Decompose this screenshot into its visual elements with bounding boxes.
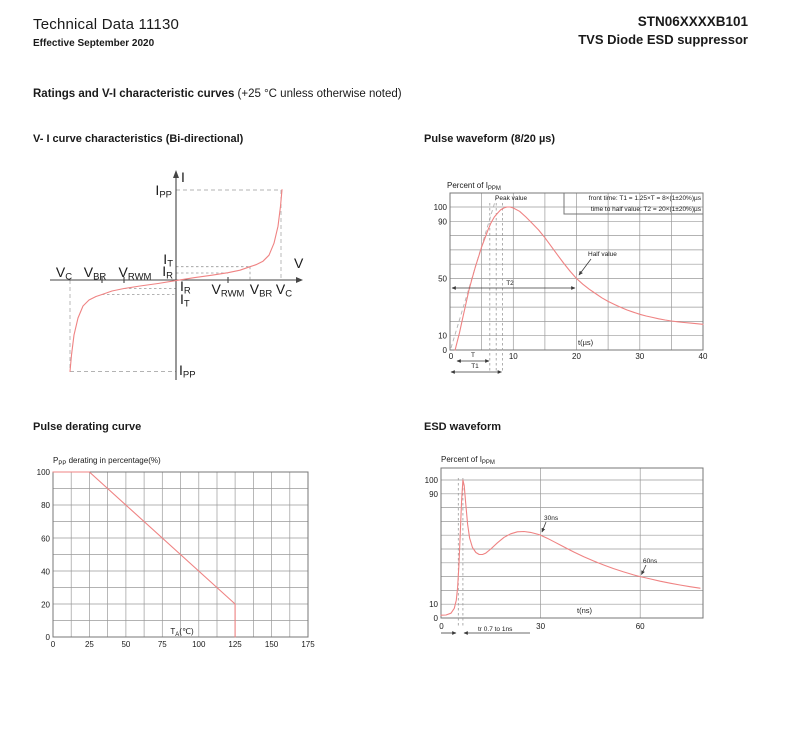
derating-ytick-60: 60 [41, 534, 50, 544]
doc-effective-date: Effective September 2020 [33, 38, 155, 49]
derating-xtick-125: 125 [228, 640, 242, 649]
vi-guide-ipp-bottom [70, 280, 176, 372]
vi-chart [40, 165, 320, 390]
pulse-t1-label: T1 [471, 363, 479, 370]
vi-label-ir-neg: IR [180, 278, 191, 297]
vi-label-ipp-bottom: IPP [179, 362, 196, 381]
esd-ytick-100: 100 [424, 476, 438, 485]
pulse-half-time-label: time to half value: T2 = 20×(1±20%)µs [590, 206, 701, 213]
pulse-ytick-50: 50 [438, 274, 447, 284]
pulse-ytick-100: 100 [433, 203, 447, 212]
pulse-chart [430, 175, 722, 380]
vi-label-vrwm-neg: VRWM [118, 264, 152, 283]
esd-30ns-arrow [542, 522, 546, 532]
esd-chart-title: ESD waveform [424, 421, 502, 433]
derating-xtick-150: 150 [264, 640, 279, 649]
vi-v-axis-arrow-icon [296, 277, 303, 283]
vi-label-vrwm-pos: VRWM [211, 281, 245, 300]
esd-ytick-10: 10 [429, 600, 438, 610]
pulse-front-time-label: front time: T1 = 1.25×T = 8×(1±20%)µs [588, 195, 701, 202]
esd-60ns-arrow [642, 565, 647, 575]
esd-xtick-0: 0 [439, 622, 444, 631]
section-heading [33, 88, 402, 100]
derating-xtick-50: 50 [121, 640, 131, 649]
section-heading-note: (+25 °C unless otherwise noted) [234, 88, 402, 100]
pulse-xtick-40: 40 [698, 352, 708, 361]
derating-chart-title: Pulse derating curve [33, 421, 142, 433]
esd-xtick-30: 30 [536, 622, 546, 631]
doc-title: Technical Data 11130 [33, 16, 180, 33]
vi-label-ipp-top: IPP [155, 182, 172, 201]
vi-chart-title: V- I curve characteristics (Bi-directional) [33, 133, 244, 145]
vi-label-it-neg: IT [180, 291, 190, 310]
derating-ytick-20: 20 [41, 600, 50, 610]
derating-xlabel: $T_A(℃)$ [170, 627, 194, 638]
esd-grid [441, 468, 703, 618]
product-code: STN06XXXXB101 [637, 14, 748, 29]
derating-xtick-175: 175 [301, 640, 315, 649]
derating-ytick-100: 100 [36, 468, 50, 477]
pulse-peak-guides [490, 203, 503, 371]
pulse-ylabel: Percent of $I_{PPM}$ [447, 181, 501, 192]
esd-tr-label: tr 0.7 to 1ns [478, 626, 513, 633]
esd-xtick-60: 60 [635, 622, 645, 631]
esd-ytick-0: 0 [433, 614, 438, 623]
pulse-xtick-20: 20 [572, 352, 581, 361]
derating-ytick-40: 40 [41, 567, 50, 577]
pulse-ytick-10: 10 [438, 331, 447, 341]
pulse-xtick-30: 30 [635, 352, 645, 361]
esd-xlabel: t(ns) [577, 606, 592, 615]
section-heading-bold: Ratings and V-I characteristic curves [33, 88, 235, 100]
derating-xtick-75: 75 [157, 640, 167, 649]
esd-60ns-label: 60ns [643, 558, 658, 565]
product-header [578, 14, 748, 47]
pulse-half-value-arrow [579, 259, 591, 275]
derating-xtick-25: 25 [84, 640, 94, 649]
esd-ylabel: Percent of $I_{PPM}$ [441, 455, 495, 466]
pulse-t-label: T [471, 352, 475, 359]
esd-plot-border [441, 468, 703, 618]
pulse-grid [450, 193, 703, 350]
derating-xtick-100: 100 [192, 640, 206, 649]
vi-i-axis-label: I [181, 169, 185, 185]
esd-ytick-90: 90 [429, 489, 438, 499]
derating-ytick-0: 0 [45, 633, 50, 642]
pulse-peak-value-label: Peak value [495, 195, 528, 202]
derating-ylabel: $P_{PP}$ derating in percentage(%) [53, 456, 161, 467]
product-name: TVS Diode ESD suppressor [578, 32, 748, 47]
derating-chart [30, 450, 330, 650]
esd-chart [420, 450, 720, 645]
vi-label-vbr-neg: VBR [83, 264, 107, 283]
derating-xtick-0: 0 [50, 640, 56, 649]
pulse-ytick-0: 0 [442, 346, 447, 355]
pulse-xtick-0: 0 [448, 352, 454, 361]
vi-label-vc-neg: VC [55, 264, 73, 283]
pulse-ytick-90: 90 [438, 217, 447, 227]
derating-ytick-80: 80 [41, 501, 50, 510]
vi-i-axis-arrow-icon [173, 170, 179, 178]
vi-v-axis-label: V [294, 255, 304, 271]
vi-label-it-pos: IT [163, 251, 173, 270]
esd-30ns-label: 30ns [544, 515, 559, 522]
pulse-xtick-10: 10 [508, 352, 518, 361]
vi-label-vbr-pos: VBR [249, 281, 273, 300]
pulse-half-value-label: Half value [588, 251, 617, 258]
vi-label-vc-pos: VC [275, 281, 293, 300]
vi-label-ir-pos: IR [162, 263, 173, 282]
pulse-chart-title: Pulse waveform (8/20 µs) [424, 133, 556, 145]
pulse-xlabel: t(µs) [578, 338, 594, 347]
esd-curve [441, 480, 700, 615]
pulse-t2-label: T2 [506, 280, 514, 287]
